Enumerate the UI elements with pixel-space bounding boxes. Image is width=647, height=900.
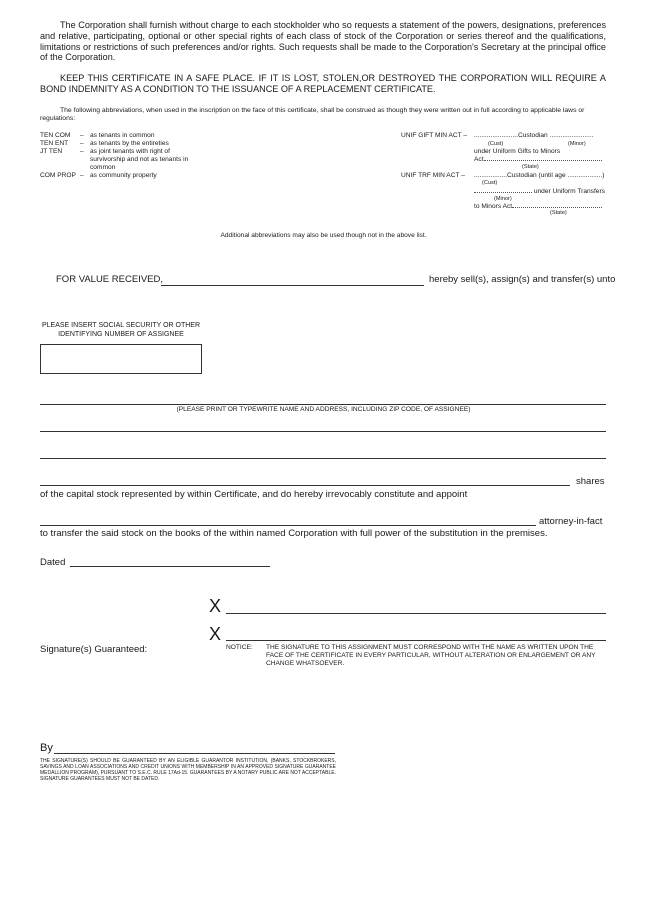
assignee-name-line[interactable] [40,404,606,405]
unif-gift-code: UNIF GIFT MIN ACT – [401,132,468,139]
gift-cust-label: (Cust) [488,141,504,147]
gift-minor-label: (Minor) [568,141,586,147]
abbrev-com-prop: COM PROP – as community property [40,172,157,179]
notice-text: THE SIGNATURE TO THIS ASSIGNMENT MUST CORRESPOND WITH THE NAME AS WRITTEN UPON THE FACE OF THE CERTIFICATE IN EVERY PARTICULAR, WITHOUT ALTERATION OR ENLARGEMENT OR ANY CHANGE WHATSOEVER. [266,644,596,667]
abbrev-jt-ten: JT TEN – as joint tenants with right of survivorship and not as tenants in common [40,148,189,171]
gift-state-label: (State) [522,164,539,170]
address-line-1[interactable] [40,431,606,432]
shares-label: shares [576,476,605,487]
unif-trf-custodian-line: ..................Custodian (until age ...................) [474,172,605,179]
transfer-stock-text: to transfer the said stock on the books of the within named Corporation with full power of the substitution in the premises. [40,528,548,539]
name-address-label: (PLEASE PRINT OR TYPEWRITE NAME AND ADDRESS, INCLUDING ZIP CODE, OF ASSIGNEE) [176,406,471,413]
signature-x-mark-2: X [209,624,222,644]
signature-guaranteed-label: Signature(s) Guaranteed: [40,644,148,655]
guarantor-signature-line[interactable] [54,753,335,754]
abbrev-ten-com: TEN COM – as tenants in common [40,132,155,139]
signature-line-1[interactable] [226,613,606,614]
attorney-line[interactable] [40,525,536,526]
for-value-received-label: FOR VALUE RECEIVED, [56,274,163,285]
abbreviations-note: The following abbreviations, when used in the inscription on the face of this certificate, shall be construed as though they were written out in full according to applicable laws or regulations: [40,107,585,122]
additional-abbreviations-note: Additional abbreviations may also be used though not in the above list. [220,232,427,239]
signature-line-2[interactable] [226,640,606,641]
gift-act-line: Act [474,156,606,164]
signature-x-mark-1: X [209,596,222,616]
abbreviations-left [40,132,200,180]
shares-line[interactable] [40,485,570,486]
dated-label: Dated [40,557,66,568]
hereby-transfer-label: hereby sell(s), assign(s) and transfer(s) unto [429,274,616,285]
trf-state-label: (State) [550,210,567,216]
by-label: By [40,742,53,754]
address-line-2[interactable] [40,458,606,459]
trf-to-minors-line: to Minors Act [474,203,606,211]
ssn-input-box[interactable] [40,344,202,374]
gift-under-text: under Uniform Gifts to Minors [474,148,561,155]
bond-indemnity-warning: KEEP THIS CERTIFICATE IN A SAFE PLACE. IF IT IS LOST, STOLEN,OR DESTROYED THE CORPORATION WILL REQUIRE A BOND INDEMNITY AS A CONDITION TO THE ISSUANCE OF A REPLACEMENT CERTIFICATE. [40,73,606,94]
trf-cust-label: (Cust) [482,180,498,186]
assignor-line[interactable] [161,285,424,286]
ssn-label: PLEASE INSERT SOCIAL SECURITY OR OTHER IDENTIFYING NUMBER OF ASSIGNEE [41,322,201,338]
trf-minor-label: (Minor) [494,196,512,202]
unif-trf-code: UNIF TRF MIN ACT – [401,172,465,179]
date-line[interactable] [70,566,270,567]
capital-stock-text: of the capital stock represented by within Certificate, and do hereby irrevocably constitute and appoint [40,489,468,500]
guarantee-requirements-text: THE SIGNATURE(S) SHOULD BE GUARANTEED BY AN ELIGIBLE GUARANTOR INSTITUTION, (BANKS, STOCKBROKERS, SAVINGS AND LOAN ASSOCIATIONS AND CREDIT UNIONS WITH MEMBERSHIP IN AN APPROVED SIGNATURE GUARANTEE MEDALLION PROGRAM), PURSUANT TO S.E.C. RULE 17Ad-15. GUARANTEES BY A NOTARY PUBLIC ARE NOT ACCEPTABLE. SIGNATURE GUARANTEES MUST NOT BE DATED. [40,758,336,782]
notice-label: NOTICE: [226,644,253,651]
abbrev-ten-ent: TEN ENT – as tenants by the entireties [40,140,169,147]
attorney-in-fact-label: attorney-in-fact [539,516,603,527]
intro-paragraph: The Corporation shall furnish without charge to each stockholder who so requests a statement of the powers, designations, preferences and relative, participating, optional or other special rights of each class of stock of the Corporation or series thereof and the qualifications, limitations or restrictions of such preferences and/or rights. Such requests shall be made to the Corporation's Secretary at the principal office of the Corporation. [40,20,606,63]
trf-under-line: under Uniform Transfers [474,188,606,196]
unif-gift-custodian-line: ........................Custodian ........................ [474,132,594,139]
